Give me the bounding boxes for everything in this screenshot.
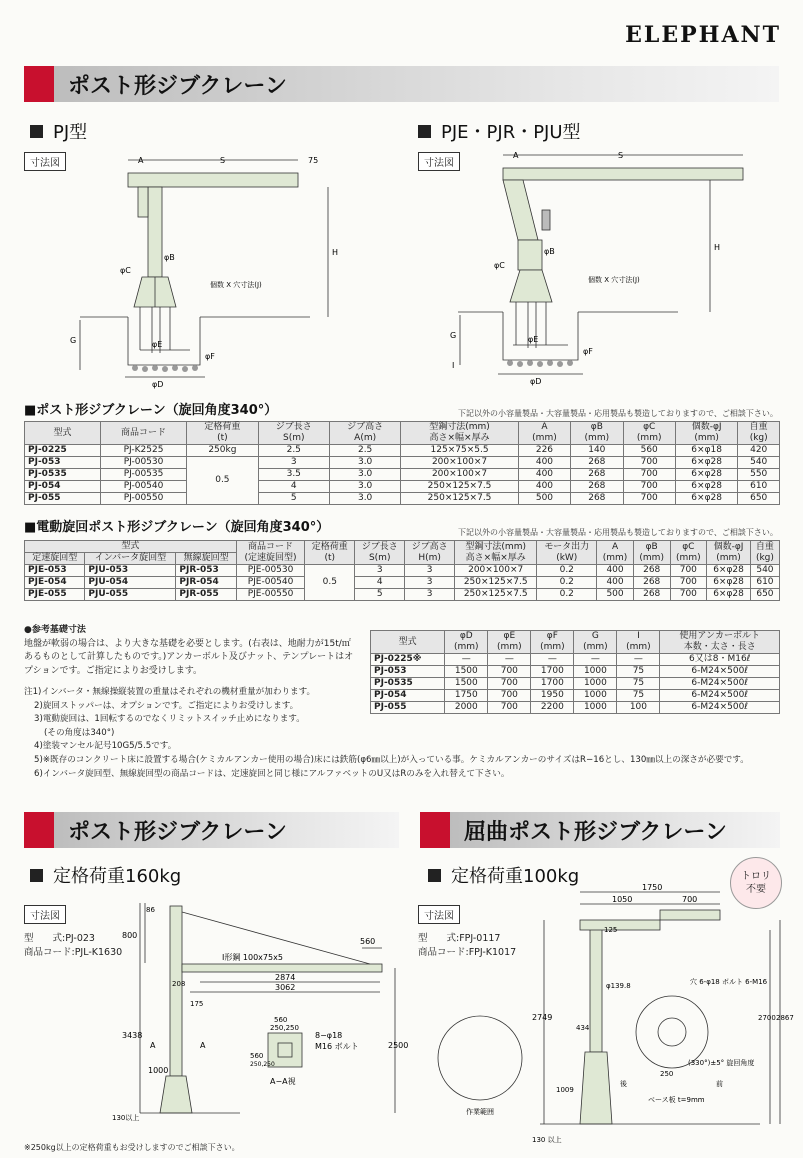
table1-header: 型鋼寸法(mm) 高さ×幅×厚み	[401, 422, 518, 445]
table-cell: 250×125×7.5	[455, 589, 537, 601]
table2-title: ■電動旋回ポスト形ジブクレーン（旋回角度340°）	[24, 520, 330, 535]
table2-header: φB (mm)	[633, 541, 670, 565]
table1-header: 型式	[25, 422, 101, 445]
pj-drawing	[60, 155, 360, 395]
bottom-right-banner	[420, 812, 780, 848]
bottom-right-dim-label: 寸法図	[418, 905, 460, 924]
table2-header: モータ出力 (kW)	[537, 541, 597, 565]
bottom-left-code-text: 商品コード:PJL-K1630	[24, 946, 123, 958]
bl-label-2874: 2874	[275, 973, 296, 982]
br-label-2867: 2867	[776, 1014, 794, 1022]
table-cell: 700	[623, 481, 675, 493]
table-cell: 610	[750, 577, 779, 589]
foundation-block	[24, 624, 374, 678]
table-cell: 0.5	[305, 565, 355, 601]
foundation-header: 型式	[371, 631, 445, 654]
bl-label-175: 175	[190, 1000, 204, 1008]
bottom-left-banner-title: ポスト形ジブクレーン	[54, 812, 399, 848]
table2-header: 自重 (kg)	[750, 541, 779, 565]
table-row	[25, 493, 780, 505]
table-cell: 540	[750, 565, 779, 577]
table-cell: 700	[623, 493, 675, 505]
table-cell: 5	[258, 493, 329, 505]
table-cell: 6-M24×500ℓ	[660, 666, 780, 678]
table-cell: 550	[738, 469, 780, 481]
bl-label-208: 208	[172, 980, 186, 988]
table1-header: A (mm)	[518, 422, 570, 445]
table-cell: 6×φ28	[675, 469, 737, 481]
table1-header: ジブ長さ S(m)	[258, 422, 329, 445]
table-cell: PJE-055	[25, 589, 85, 601]
table-cell: PJ-054	[25, 481, 101, 493]
bl-label-3062: 3062	[275, 983, 296, 992]
bottom-left-title: 定格荷重160kg	[30, 862, 181, 888]
table-cell: 0.2	[537, 565, 597, 577]
bl-label-s250: 250,250	[270, 1024, 299, 1032]
bottom-right-drawing	[420, 880, 794, 1148]
bl-label-560: 560	[360, 937, 376, 946]
table2-header: 個数-φJ (mm)	[707, 541, 751, 565]
table-cell: 650	[750, 589, 779, 601]
table-cell: 268	[633, 589, 670, 601]
table-cell: 700	[670, 577, 707, 589]
table-cell: 3	[405, 565, 455, 577]
note-5: 5)※既存のコンクリート床に設置する場合(ケミカルアンカー使用の場合)床には鉄筋(φ6㎜以上)が入っている事。ケミカルアンカーのサイズはR−16とし、130㎜以上の深さが必要です。	[34, 754, 749, 765]
pj-label-s: S	[220, 156, 226, 165]
bottom-right-code-text: 商品コード:FPJ-K1017	[418, 946, 517, 958]
table-cell: 268	[633, 565, 670, 577]
table-cell: 700	[670, 589, 707, 601]
pje-label-phie: φE	[528, 335, 539, 344]
table-row	[25, 457, 780, 469]
table2-subheader: 無線旋回型	[176, 553, 236, 565]
pj-dim-label: 寸法図	[24, 152, 66, 171]
table-cell: PJR-054	[176, 577, 236, 589]
table1-note: 下記以外の小容量製品・大容量製品・応用製品も製造しておりますので、ご相談下さい。	[458, 409, 778, 418]
bottom-right-title: 定格荷重100kg	[428, 862, 579, 888]
br-label-139: φ139.8	[606, 982, 631, 990]
pje-dim-label: 寸法図	[418, 152, 460, 171]
table-cell: 75	[617, 678, 660, 690]
bl-label-800: 800	[122, 931, 138, 940]
table-cell: 0.2	[537, 577, 597, 589]
pje-label-s: S	[618, 151, 624, 160]
table-cell: 6×φ28	[675, 457, 737, 469]
table-cell: 250×125×7.5	[401, 481, 518, 493]
table-cell: PJ-0535	[25, 469, 101, 481]
br-label-angle: (330°)±5° 旋回角度	[688, 1059, 755, 1067]
pje-title: PJE・PJR・PJU型	[418, 118, 581, 144]
pje-label-h: H	[714, 243, 721, 252]
bl-label-86: 86	[146, 906, 155, 914]
table-cell: 3	[405, 589, 455, 601]
table-cell: 700	[623, 469, 675, 481]
bl-label-a2: A	[200, 1041, 206, 1050]
note-1: 注1)インバータ・無線操縦装置の重量はそれぞれの機材重量が加わります。	[24, 687, 316, 697]
table-cell: 3.0	[329, 481, 400, 493]
foundation-text3: プションです。ご指定によりお受けします。	[24, 665, 203, 676]
table2-header: 型鋼寸法(mm) 高さ×幅×厚み	[455, 541, 537, 565]
pj-label-phic: φC	[120, 266, 131, 275]
table-cell: 268	[571, 481, 623, 493]
pje-label-phib: φB	[544, 247, 555, 256]
table-cell: PJ-00535	[100, 469, 186, 481]
table-cell: 75	[617, 666, 660, 678]
bottom-left-banner	[24, 812, 399, 848]
table2-subheader: 定速旋回型	[25, 553, 85, 565]
trolley-badge-text: トロリ 不要	[741, 871, 771, 895]
table-row	[25, 481, 780, 493]
table-cell: —	[617, 654, 660, 666]
table1-header: φC (mm)	[623, 422, 675, 445]
table-cell: 540	[738, 457, 780, 469]
table2-header: ジブ長さ S(m)	[355, 541, 405, 565]
table-cell: PJR-053	[176, 565, 236, 577]
bl-label-ibeam: I形鋼 100x75x5	[222, 953, 283, 962]
table-cell: 700	[488, 678, 531, 690]
bl-label-s560: 560	[274, 1016, 288, 1024]
foundation-header: φD (mm)	[445, 631, 488, 654]
table-cell: PJ-00550	[100, 493, 186, 505]
table-cell: 1000	[574, 702, 617, 714]
table-cell: 700	[488, 690, 531, 702]
table-cell: —	[531, 654, 574, 666]
table-cell: PJ-00540	[100, 481, 186, 493]
table-cell: 1500	[445, 666, 488, 678]
table2-header: 定格荷重 (t)	[305, 541, 355, 565]
table-cell: 400	[597, 565, 634, 577]
table-row	[25, 469, 780, 481]
table-cell: 2.5	[329, 445, 400, 457]
table-cell: 125×75×5.5	[401, 445, 518, 457]
foundation-header: 使用アンカーボルト 本数・太さ・長さ	[660, 631, 780, 654]
table2-header: A (mm)	[597, 541, 634, 565]
pj-label-a: A	[138, 156, 144, 165]
bl-label-view: A−A視	[270, 1077, 296, 1086]
table-cell: 700	[623, 457, 675, 469]
pje-label-i: I	[452, 361, 455, 370]
table-cell: PJ-054	[371, 690, 445, 702]
foundation-header: I (mm)	[617, 631, 660, 654]
table-cell: 268	[571, 493, 623, 505]
table-cell: 100	[617, 702, 660, 714]
table-cell: PJE-00550	[236, 589, 305, 601]
table-cell: PJU-054	[85, 577, 176, 589]
table-cell: PJU-055	[85, 589, 176, 601]
table1-header: 個数-φJ (mm)	[675, 422, 737, 445]
table2-header: 商品コード (定速旋回型)	[236, 541, 305, 565]
table2-note: 下記以外の小容量製品・大容量製品・応用製品も製造しておりますので、ご相談下さい。	[458, 528, 778, 537]
br-label-250: 250	[660, 1070, 674, 1078]
table-row	[25, 565, 780, 577]
bottom-left-drawing	[110, 898, 409, 1148]
table-cell: 6-M24×500ℓ	[660, 690, 780, 702]
table-cell: 6×φ28	[675, 481, 737, 493]
bl-label-s250v: 250,250	[250, 1061, 275, 1068]
table-cell: 6×φ28	[707, 577, 751, 589]
table-cell: 5	[355, 589, 405, 601]
table-cell: PJ-055	[25, 493, 101, 505]
table-cell: 1500	[445, 678, 488, 690]
br-label-bolt: 穴 6-φ18 ボルト 6-M16	[690, 978, 768, 986]
foundation-text2: あるものとして計算したものです。)アンカーボルト及びナット、テンプレートはオ	[24, 652, 354, 662]
table-cell: 2000	[445, 702, 488, 714]
table-cell: PJE-053	[25, 565, 85, 577]
table-cell: 400	[518, 457, 570, 469]
foundation-header: G (mm)	[574, 631, 617, 654]
table-cell: 268	[571, 469, 623, 481]
table2-header: 型式	[25, 541, 237, 553]
table-cell: —	[445, 654, 488, 666]
foundation-text1: 地盤が軟弱の場合は、より大きな基礎を必要とします。(右表は、地耐力が15t/㎡	[24, 638, 351, 649]
table-cell: PJ-0535	[371, 678, 445, 690]
br-label-base: ベース板 t=9mm	[648, 1096, 705, 1104]
table-cell: 6又は8・M16ℓ	[660, 654, 780, 666]
bl-label-s560v: 560	[250, 1052, 264, 1060]
table-cell: 0.2	[537, 589, 597, 601]
table-cell: 1700	[531, 678, 574, 690]
table1-header: 自重 (kg)	[738, 422, 780, 445]
table2	[24, 540, 780, 601]
note-2: 2)旋回ストッパーは、オプションです。ご指定によりお受けします。	[34, 700, 299, 711]
table-cell: PJE-00540	[236, 577, 305, 589]
table2-subheader: インバータ旋回型	[85, 553, 176, 565]
br-label-2749: 2749	[532, 1013, 553, 1022]
br-label-434: 434	[576, 1024, 590, 1032]
table-cell: 500	[597, 589, 634, 601]
note-3: 3)電動旋回は、1回転するのでなくリミットスイッチ止めになります。	[34, 714, 305, 725]
table-cell: 560	[623, 445, 675, 457]
table-cell: 400	[518, 469, 570, 481]
table-cell: 420	[738, 445, 780, 457]
br-label-range: 作業範囲	[466, 1108, 494, 1116]
bl-label-1000: 1000	[148, 1066, 169, 1075]
br-label-700: 700	[682, 895, 698, 904]
pj-label-phib: φB	[164, 253, 175, 262]
table-cell: 268	[633, 577, 670, 589]
table-cell: 3.0	[329, 493, 400, 505]
table-cell: 650	[738, 493, 780, 505]
table-cell: 3	[258, 457, 329, 469]
table-cell: 6×φ28	[707, 565, 751, 577]
table-row	[25, 445, 780, 457]
table-cell: 2200	[531, 702, 574, 714]
table-cell: —	[574, 654, 617, 666]
foundation-header: φF (mm)	[531, 631, 574, 654]
table-cell: 610	[738, 481, 780, 493]
table-cell: PJR-055	[176, 589, 236, 601]
table1-header: φB (mm)	[571, 422, 623, 445]
table1-header: 定格荷重 (t)	[187, 422, 258, 445]
pj-title: PJ型	[30, 118, 87, 144]
brand-logo: ELEPHANT	[625, 22, 781, 48]
table-cell: 200×100×7	[455, 565, 537, 577]
pj-label-kosu: 個数 X 穴寸法(J)	[210, 281, 262, 289]
bl-label-bolt2: M16 ボルト	[315, 1042, 359, 1051]
pje-drawing	[448, 150, 768, 390]
pj-label-h: H	[332, 248, 339, 257]
table-cell: 250×125×7.5	[401, 493, 518, 505]
table-cell: 6×φ28	[675, 493, 737, 505]
br-label-1750: 1750	[642, 883, 663, 892]
table-cell: 75	[617, 690, 660, 702]
bl-label-a1: A	[150, 1041, 156, 1050]
note-6: 6)インバータ旋回型、無線旋回型の商品コードは、定速旋回と同じ様にアルファベットのU又はRのみを入れ替えて下さい。	[34, 768, 510, 779]
table2-header: φC (mm)	[670, 541, 707, 565]
table-cell: 700	[670, 565, 707, 577]
bl-label-2500: 2500	[388, 1041, 409, 1050]
table-cell: 3.0	[329, 469, 400, 481]
table-cell: 250×125×7.5	[455, 577, 537, 589]
table-cell: 268	[571, 457, 623, 469]
br-label-2700: 2700	[758, 1014, 776, 1022]
foundation-title: ●参考基礎寸法	[24, 625, 86, 635]
bl-label-3438: 3438	[122, 1031, 143, 1040]
br-label-125: 125	[604, 926, 618, 934]
table-cell: 4	[355, 577, 405, 589]
bottom-left-dim-label: 寸法図	[24, 905, 66, 924]
table-row	[371, 654, 780, 666]
table-cell: 700	[488, 666, 531, 678]
note-3b: (その角度は340°)	[44, 727, 115, 738]
pj-label-75: 75	[308, 156, 319, 165]
table-cell: 400	[518, 481, 570, 493]
pj-label-phif: φF	[205, 352, 215, 361]
table-cell: PJ-053	[25, 457, 101, 469]
br-label-1009: 1009	[556, 1086, 574, 1094]
table-cell: 3	[405, 577, 455, 589]
table-cell: 1000	[574, 666, 617, 678]
pje-label-phid: φD	[530, 377, 542, 386]
table-cell: 400	[597, 577, 634, 589]
pje-label-a: A	[513, 151, 519, 160]
table-row	[25, 589, 780, 601]
table-cell: PJ-0225	[25, 445, 101, 457]
foundation-header: φE (mm)	[488, 631, 531, 654]
br-label-1050: 1050	[612, 895, 633, 904]
table-cell: 1750	[445, 690, 488, 702]
table-cell: PJ-0225※	[371, 654, 445, 666]
note-4: 4)塗装マンセル記号10G5/5.5です。	[34, 741, 177, 752]
table-cell: PJE-00530	[236, 565, 305, 577]
pje-label-phic: φC	[494, 261, 505, 270]
table-cell: 2.5	[258, 445, 329, 457]
pje-label-kosu: 個数 X 穴寸法(J)	[588, 276, 640, 284]
table-cell: PJ-00530	[100, 457, 186, 469]
table-cell: 6×φ18	[675, 445, 737, 457]
table-cell: 226	[518, 445, 570, 457]
table-cell: 3.5	[258, 469, 329, 481]
table-cell: 140	[571, 445, 623, 457]
table-cell: 1000	[574, 690, 617, 702]
table-cell: 1950	[531, 690, 574, 702]
bottom-right-banner-title: 屈曲ポスト形ジブクレーン	[450, 812, 780, 848]
table-cell: 4	[258, 481, 329, 493]
table-cell: 500	[518, 493, 570, 505]
table-cell: 1700	[531, 666, 574, 678]
bottom-right-model-text: 型 式:FPJ-0117	[418, 933, 501, 944]
table-cell: 0.5	[187, 457, 258, 505]
table-cell: 6-M24×500ℓ	[660, 702, 780, 714]
table-cell: PJ-055	[371, 702, 445, 714]
table-cell: PJ-K2525	[100, 445, 186, 457]
pj-label-phie: φE	[152, 340, 163, 349]
table-cell: 200×100×7	[401, 457, 518, 469]
table1-title: ■ポスト形ジブクレーン（旋回角度340°）	[24, 403, 278, 418]
table1-header: 商品コード	[100, 422, 186, 445]
table-cell: PJE-054	[25, 577, 85, 589]
bl-label-130: 130以上	[112, 1114, 140, 1122]
table2-header: ジブ高さ H(m)	[405, 541, 455, 565]
br-label-front: 前	[716, 1080, 723, 1088]
bottom-left-model-text: 型 式:PJ-023	[24, 933, 95, 944]
bl-label-bolt1: 8−φ18	[315, 1031, 343, 1040]
bottom-left-model	[24, 932, 122, 959]
table-cell: 1000	[574, 678, 617, 690]
notes-block	[24, 686, 784, 781]
table-cell: —	[488, 654, 531, 666]
table-row	[25, 577, 780, 589]
table-cell: PJU-053	[85, 565, 176, 577]
pj-label-g: G	[70, 336, 77, 345]
pje-label-phif: φF	[583, 347, 593, 356]
br-label-130: 130 以上	[532, 1136, 562, 1144]
main-banner-title: ポスト形ジブクレーン	[54, 66, 779, 102]
bottom-left-footnote: ※250kg以上の定格荷重もお受けしますのでご相談下さい。	[24, 1143, 240, 1152]
table-cell: 700	[488, 702, 531, 714]
table-cell: 250kg	[187, 445, 258, 457]
table-cell: 3.0	[329, 457, 400, 469]
table-cell: 6×φ28	[707, 589, 751, 601]
table-cell: 200×100×7	[401, 469, 518, 481]
table1	[24, 421, 780, 505]
table1-header: ジブ高さ A(m)	[329, 422, 400, 445]
table-cell: PJ-053	[371, 666, 445, 678]
table-cell: 6-M24×500ℓ	[660, 678, 780, 690]
table-row	[371, 666, 780, 678]
main-banner	[24, 66, 779, 102]
pj-label-phid: φD	[152, 380, 164, 389]
br-label-back: 後	[620, 1080, 627, 1088]
table-cell: 3	[355, 565, 405, 577]
pje-label-g: G	[450, 331, 457, 340]
